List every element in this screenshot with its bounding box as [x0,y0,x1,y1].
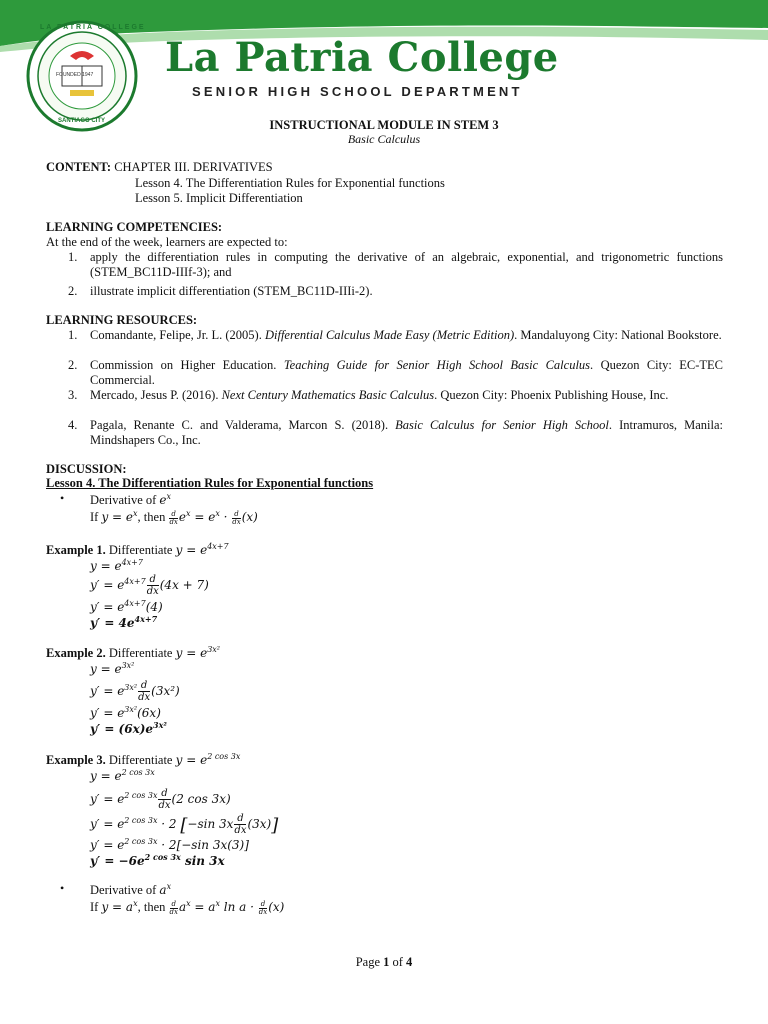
resource-publisher: . Mandaluyong City: National Bookstore. [514,328,722,342]
competencies-intro: At the end of the week, learners are expected to: [46,235,288,249]
equation-result: $y' = 4e^{4x+7}$ [90,614,158,630]
example-instruction: Differentiate [108,646,173,660]
page-word: Page [355,955,380,969]
equation-line: $y = e^{3x^2}$ [90,661,135,676]
example-label: Example 3. [46,753,106,767]
resource-item [90,388,723,403]
rule-label: Derivative of [90,883,157,897]
of-word: of [392,955,403,969]
module-subtitle: Basic Calculus [347,132,421,146]
bullet-icon: • [60,491,65,505]
equation-line: $y' = e^{3x^2}(6x)$ [90,705,161,720]
competency-number: 2. [68,284,78,298]
competencies-heading: LEARNING COMPETENCIES: [46,220,223,234]
resource-author: Comandante, Felipe, Jr. L. (2005). [90,328,265,342]
page-indicator [0,955,768,970]
resource-number: 4. [68,418,78,432]
discussion-heading: DISCUSSION: [46,462,127,476]
competency-number: 1. [68,250,78,264]
page-total: 4 [406,955,413,969]
equation-line: $y' = e^{3x^2}$ $\frac{d}{dx}$ (3x²) [90,680,180,703]
resource-publisher: . Quezon City: Phoenix Publishing House, Inc. [434,388,669,402]
rule-then: , then [137,900,166,914]
content-chapter: CHAPTER III. DERIVATIVES [114,160,273,174]
seal-text-bottom: SANTIAGO CITY [58,118,106,124]
example-instruction: Differentiate [108,753,173,767]
school-name: La Patria College [165,34,559,81]
resource-item [90,418,723,448]
resource-item [90,328,723,343]
resources-heading: LEARNING RESOURCES: [46,313,198,327]
resource-author: Commission on Higher Education. [90,358,284,372]
equation-line: $y' = e^{4x+7}(4)$ [90,599,163,614]
lesson-4-item: Lesson 4. The Differentiation Rules for Exponential functions [135,176,445,190]
example-1-heading: Example 1. Differentiate $y = e^{4x+7}$ [46,542,229,557]
resource-number: 3. [68,388,78,402]
equation-line: $y' = e^{2 cos 3x} \cdot 2[-\sin$ 3x(3)] [90,837,249,852]
page-number: 1 [383,955,390,969]
resource-publisher: . Quezon City: EC-TEC Commercial. [90,358,724,387]
example-instruction: Differentiate [108,543,173,557]
rule-statement: If $y = a^x$, then $\frac{d}{dx}$ $a^x = a^x$ ln a · $\frac{d}{dx}$ (x) [90,899,285,916]
resource-publisher: . Intramuros, Manila: Mindshapers Co., Inc. [90,418,724,447]
rule-then: , then [137,510,166,524]
equation-line: $y = e^{2 cos 3x}$ [90,768,155,783]
resource-title: Differential Calculus Made Easy (Metric Edition) [264,328,515,342]
rule-label: Derivative of [90,493,157,507]
lesson-5-item: Lesson 5. Implicit Differentiation [135,191,303,205]
equation-result: $y' = -6e^{2 cos 3x}$ sin 3x [90,852,225,868]
resource-title: Teaching Guide for Senior High School Basic Calculus [283,358,591,372]
resource-title: Next Century Mathematics Basic Calculus [221,388,435,402]
resource-author: Pagala, Renante C. and Valderama, Marcon S. (2018). [90,418,396,432]
rule-if: If [90,900,99,914]
resource-number: 2. [68,358,78,372]
content-label: CONTENT: [46,160,112,174]
equation-line: $y = e^{4x+7}$ [90,558,143,573]
equation-line: $y' = e^{2 cos 3x} \cdot 2$ [−sin 3x $\frac{d}{dx}$ (3x)] [90,813,279,836]
resource-item [90,358,723,388]
department-name: SENIOR HIGH SCHOOL DEPARTMENT [192,84,523,99]
example-label: Example 1. [46,543,106,557]
resource-number: 1. [68,328,78,342]
lesson-heading [46,476,373,491]
rule-heading: Derivative of $e^x$ [90,492,172,507]
example-label: Example 2. [46,646,106,660]
example-2-heading: Example 2. Differentiate $y = e^{3x^2}$ [46,645,220,660]
content-line [46,160,273,175]
rule-if: If [90,510,99,524]
example-3-heading: Example 3. Differentiate $y = e^{2 cos 3x}$ [46,752,241,767]
equation-line: $y' = e^{2 cos 3x}$ $\frac{d}{dx}$ (2 cos 3x) [90,788,231,811]
competency-text: illustrate implicit differentiation (STEM_BC11D-IIIi-2). [90,284,373,298]
competency-text: apply the differentiation rules in computing the derivative of an algebraic, exponential, and trigonometric functions (STEM_BC11D-IIIf-3); and [90,250,723,279]
rule-statement: If $y = e^x$, then $\frac{d}{dx}$ $e^x = e^x$ · $\frac{d}{dx}$ (x) [90,509,258,526]
rule-heading: Derivative of $a^x$ [90,882,172,897]
seal-founded: FOUNDED 1947 [56,72,94,78]
resource-title: Basic Calculus for Senior High School [395,418,609,432]
resource-author: Mercado, Jesus P. (2016). [90,388,222,402]
bullet-icon: • [60,881,65,895]
equation-result: $y' = (6x)e^{3x^2}$ [90,720,167,736]
lesson-heading-text: Lesson 4. The Differentiation Rules for Exponential functions [46,476,374,490]
module-title: INSTRUCTIONAL MODULE IN STEM 3 [269,118,499,132]
seal-text-top: LA PATRIA COLLEGE [40,24,146,31]
equation-line: $y' = e^{4x+7}$ $\frac{d}{dx}$ (4x + 7) [90,574,209,597]
